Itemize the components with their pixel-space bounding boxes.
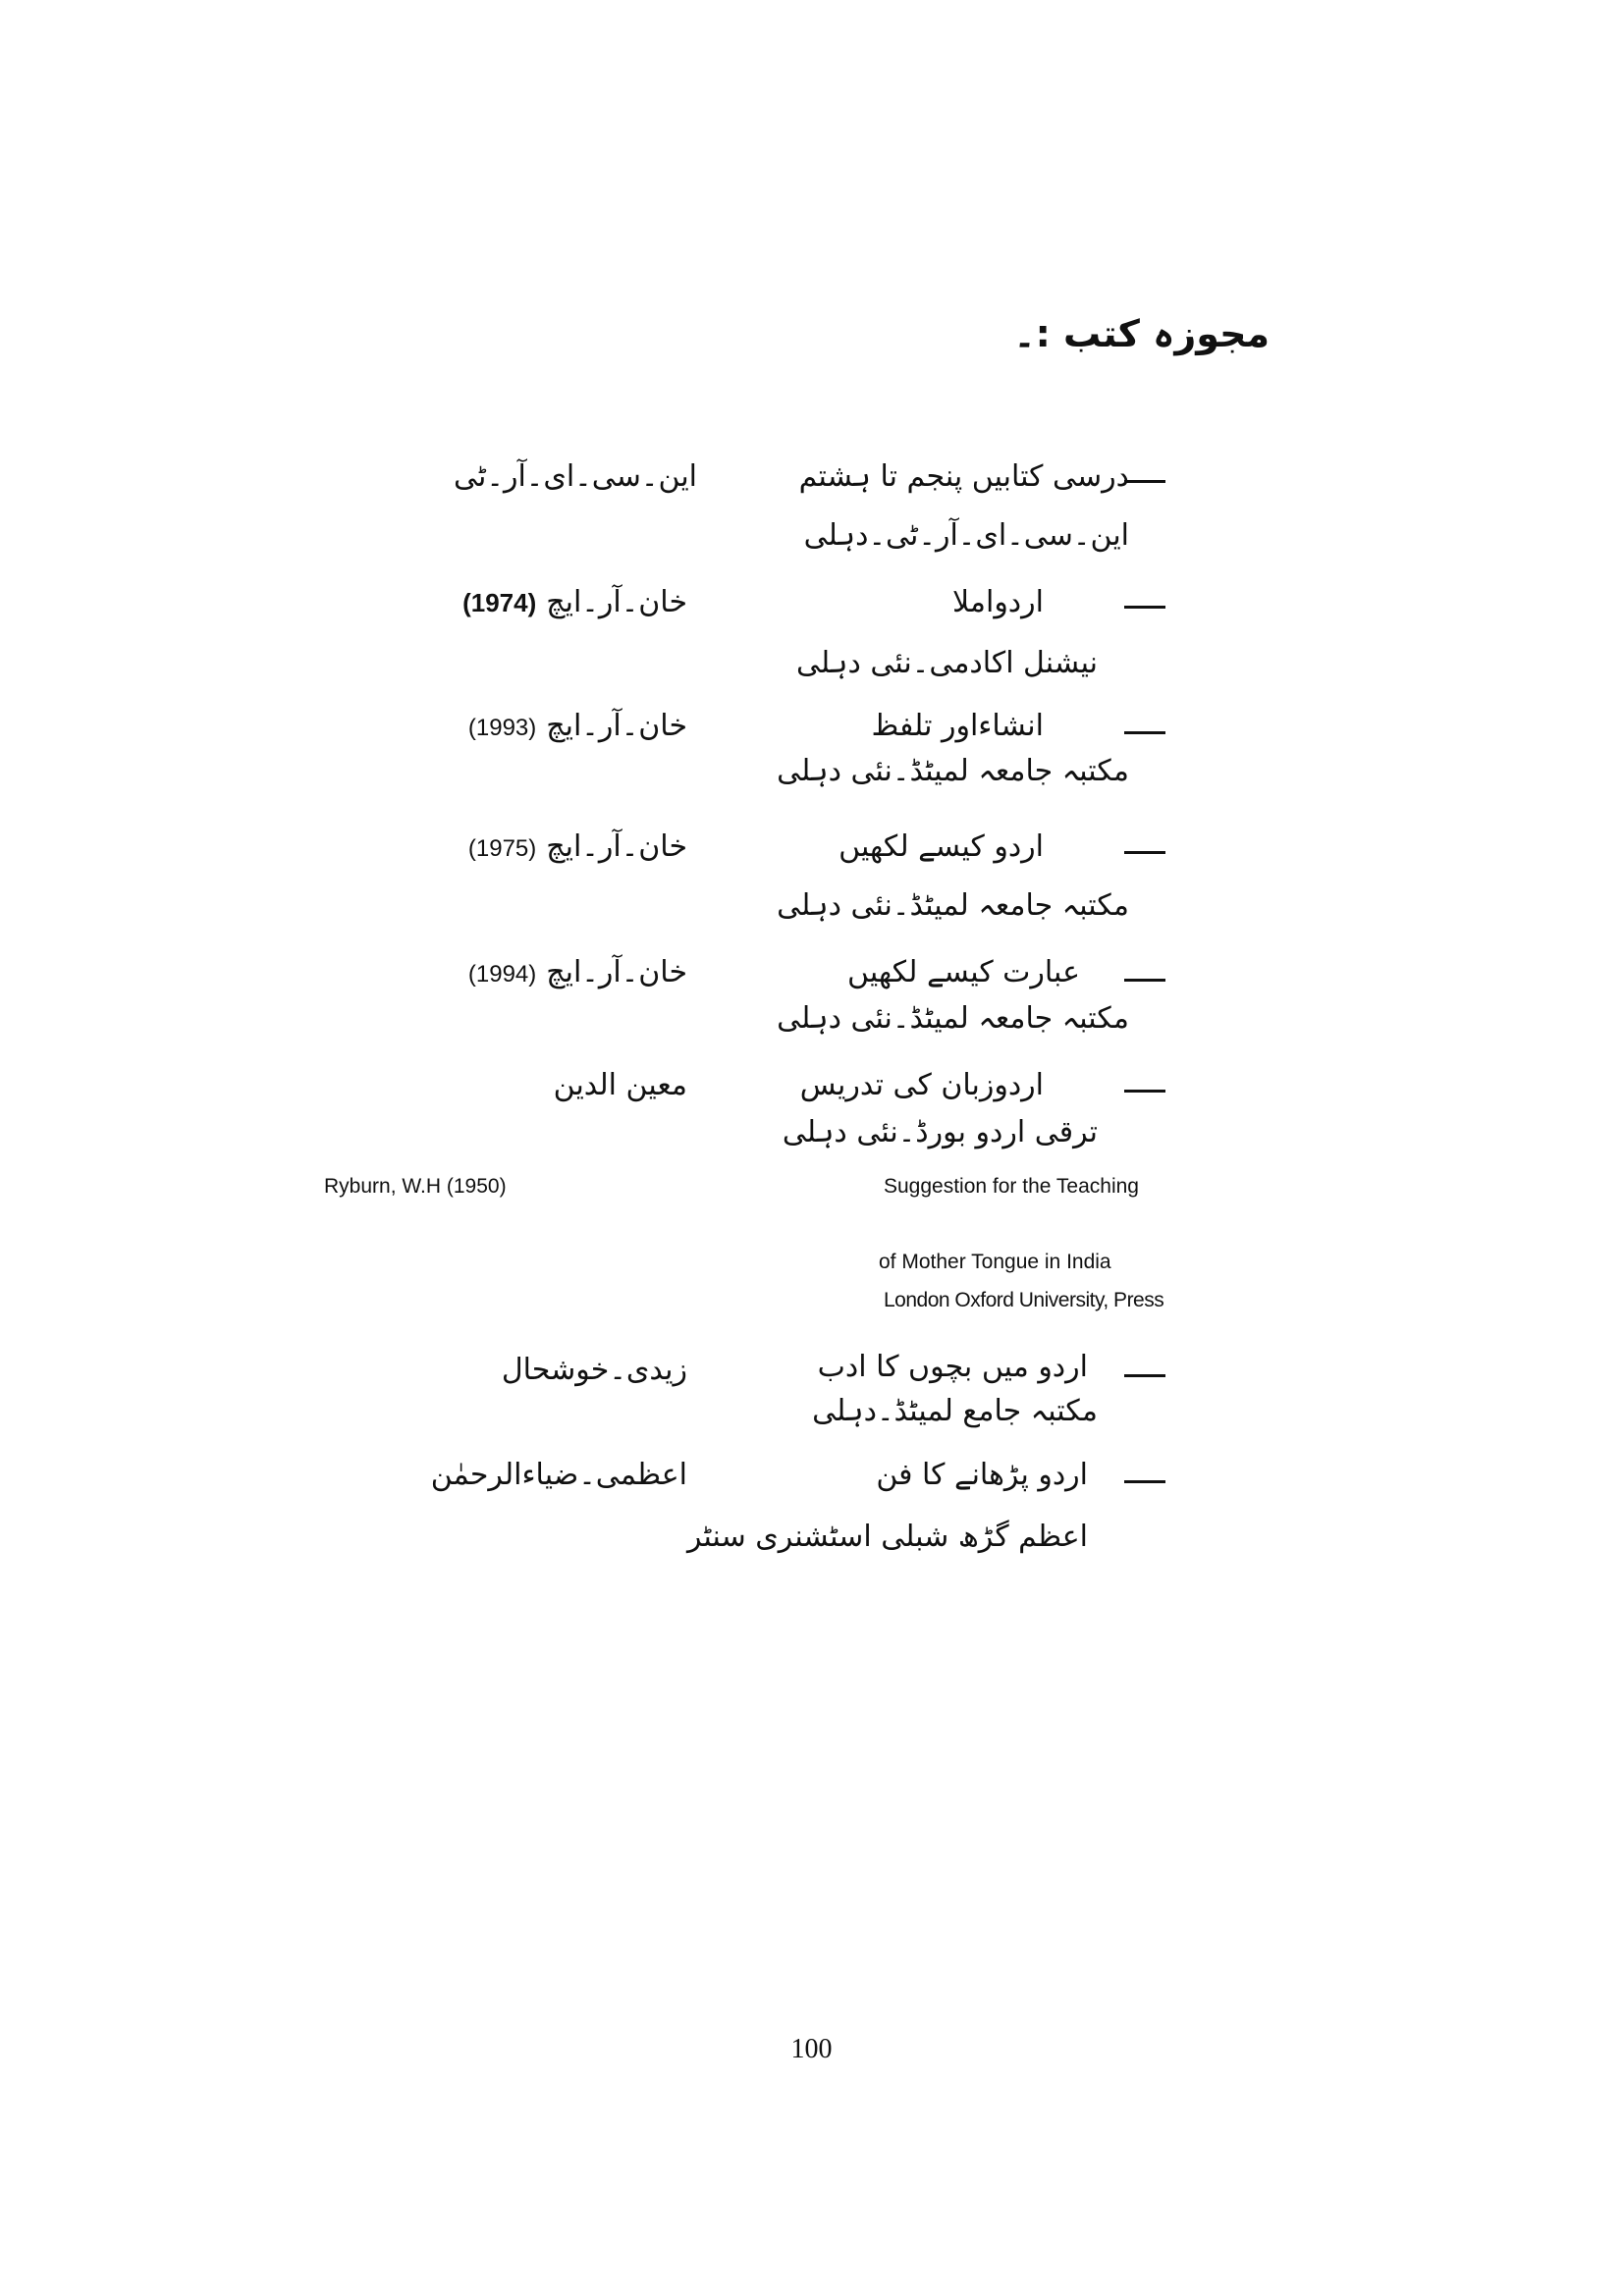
book-publisher: مکتبہ جامعہ لمیٹڈ۔نئی دہلی (777, 1001, 1129, 1036)
bullet-dash (1124, 979, 1165, 982)
book-title: اردو کیسے لکھیں (839, 829, 1044, 864)
book-author (462, 585, 687, 619)
book-author (502, 1353, 687, 1387)
english-book-author: Ryburn, W.H (1950) (324, 1175, 507, 1198)
author-name: خان۔آر۔ایچ (546, 585, 687, 619)
book-publisher: مکتبہ جامع لمیٹڈ۔دہلی (812, 1394, 1098, 1428)
author-year: (1974) (462, 588, 537, 617)
book-title: اردو پڑھانے کا فن (876, 1458, 1088, 1492)
author-name: اعظمی۔ضیاءالرحمٰن (430, 1458, 687, 1492)
author-name: خان۔آر۔ایچ (546, 829, 687, 864)
bullet-dash (1124, 1480, 1165, 1483)
author-name: خان۔آر۔ایچ (546, 709, 687, 743)
book-author (468, 709, 687, 743)
bullet-dash (1124, 731, 1165, 734)
book-title: اردواملا (952, 585, 1044, 619)
english-book-title-line2: of Mother Tongue in India (879, 1251, 1111, 1273)
book-publisher: اعظم گڑھ شبلی اسٹشنری سنٹر (686, 1520, 1088, 1554)
book-publisher: مکتبہ جامعہ لمیٹڈ۔نئی دہلی (777, 754, 1129, 788)
book-title: درسی کتابیں پنجم تا ہشتم (798, 459, 1129, 494)
book-publisher: این۔سی۔ای۔آر۔ٹی۔دہلی (803, 518, 1129, 553)
english-book-title-line1: Suggestion for the Teaching (884, 1175, 1139, 1198)
book-author (554, 1068, 687, 1102)
author-name: معین الدین (553, 1068, 687, 1102)
book-author (431, 1458, 687, 1492)
bullet-dash (1124, 606, 1165, 609)
book-title: اردو میں بچوں کا ادب (817, 1350, 1088, 1384)
bullet-dash (1124, 851, 1165, 854)
book-publisher: نیشنل اکادمی۔نئی دہلی (795, 646, 1098, 680)
book-publisher: مکتبہ جامعہ لمیٹڈ۔نئی دہلی (777, 888, 1129, 923)
book-author (468, 829, 687, 864)
book-title: عبارت کیسے لکھیں (847, 955, 1080, 989)
book-title: انشاءاور تلفظ (871, 709, 1044, 743)
book-publisher: ترقی اردو بورڈ۔نئی دہلی (782, 1115, 1098, 1149)
author-year: (1994) (467, 961, 537, 988)
bullet-dash (1124, 1374, 1165, 1377)
page-number: 100 (790, 2034, 833, 2064)
bullet-dash (1124, 1090, 1165, 1093)
author-year: (1975) (467, 835, 537, 862)
book-author (454, 459, 697, 494)
book-title: اردوزبان کی تدریس (799, 1068, 1044, 1102)
english-book-publisher: London Oxford University, Press (884, 1289, 1164, 1311)
author-name: زیدی۔خوشحال (501, 1353, 687, 1387)
author-year: (1993) (467, 715, 537, 741)
author-name: این۔سی۔ای۔آر۔ٹی (454, 459, 697, 494)
bullet-dash (1124, 480, 1165, 483)
book-author (468, 955, 687, 989)
author-name: خان۔آر۔ایچ (546, 955, 687, 989)
section-heading: مجوزہ کتب :۔ (1013, 312, 1270, 355)
